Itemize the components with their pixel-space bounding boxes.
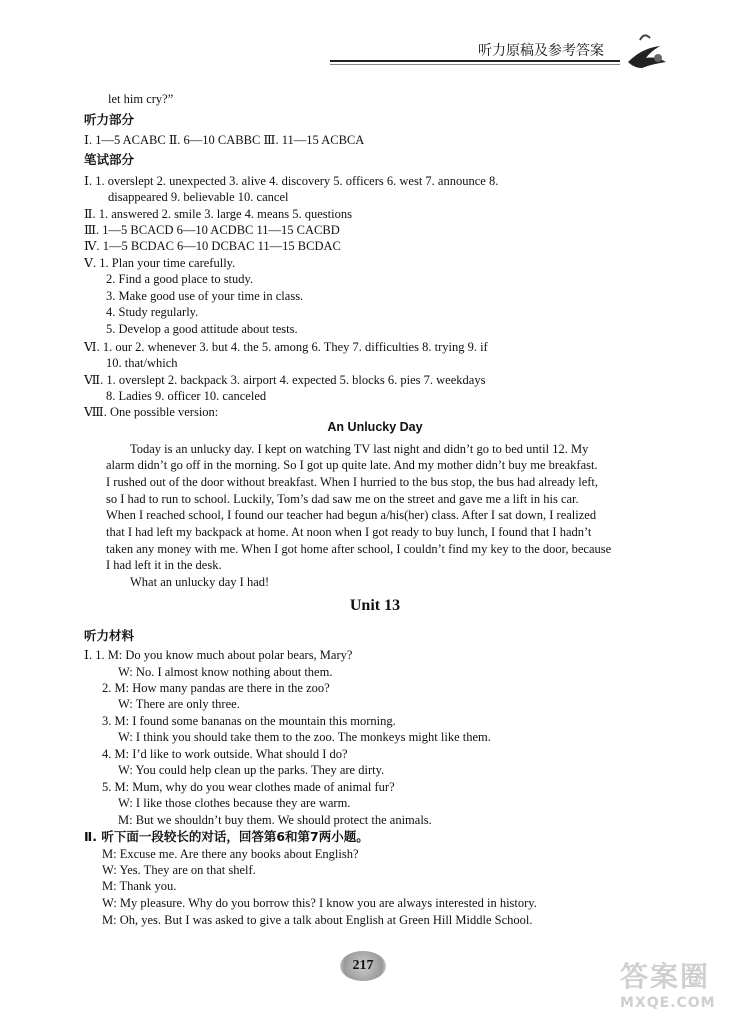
text-line: 4. M: I’d like to work outside. What should I do? — [102, 747, 348, 761]
text-line: that I had left my backpack at home. At noon when I got ready to buy lunch, I found that I hadn’t — [106, 525, 592, 539]
text-line: I rushed out of the door without breakfast. When I hurried to the bus stop, the bus had already left, — [106, 475, 599, 489]
text-line: W: There are only three. — [118, 697, 240, 711]
text-line: 笔试部分 — [84, 152, 135, 167]
text-line: Ⅱ. 1. answered 2. smile 3. large 4. means 5. questions — [84, 207, 352, 221]
text-line: disappeared 9. believable 10. cancel — [108, 190, 289, 204]
text-line: 听力部分 — [84, 112, 135, 127]
text-line: Ⅱ. 听下面一段较长的对话，回答第6和第7两小题。 — [84, 829, 369, 844]
text-line: Ⅴ. 1. Plan your time carefully. — [84, 256, 236, 270]
text-line: taken any money with me. When I got home after school, I couldn’t find my key to the door, because — [106, 542, 612, 556]
text-line: 10. that/which — [106, 356, 178, 370]
page-header-title: 听力原稿及参考答案 — [478, 43, 604, 59]
text-line: M: Excuse me. Are there any books about English? — [102, 847, 359, 861]
text-line: W: You could help clean up the parks. They are dirty. — [118, 763, 385, 777]
header-rule-thin — [330, 64, 620, 65]
unit-title: Unit 13 — [349, 597, 401, 614]
text-line: M: Thank you. — [102, 879, 177, 893]
page-number: 217 — [340, 951, 386, 981]
text-line: M: But we shouldn’t buy them. We should protect the animals. — [118, 813, 432, 827]
text-line: so I had to run to school. Luckily, Tom’s dad saw me on the street and gave me a lift in his car. — [106, 492, 579, 506]
text-line: W: I think you should take them to the zoo. The monkeys might like them. — [118, 730, 491, 744]
text-line: 5. Develop a good attitude about tests. — [106, 322, 298, 336]
text-line: Ⅲ. 1—5 BCACD 6—10 ACDBC 11—15 CACBD — [84, 223, 340, 237]
text-line: 2. Find a good place to study. — [106, 272, 254, 286]
text-line: W: I like those clothes because they are warm. — [118, 796, 351, 810]
essay-title: An Unlucky Day — [327, 420, 423, 434]
text-line: Ⅰ. 1. overslept 2. unexpected 3. alive 4. discovery 5. officers 6. west 7. announce 8. — [84, 174, 499, 188]
text-line: 3. Make good use of your time in class. — [106, 289, 304, 303]
text-line: 2. M: How many pandas are there in the zoo? — [102, 681, 330, 695]
text-line: When I reached school, I found our teacher had begun a/his(her) class. After I sat down, I realized — [106, 508, 597, 522]
text-line: 3. M: I found some bananas on the mountain this morning. — [102, 714, 396, 728]
text-line: alarm didn’t go off in the morning. So I got up quite late. And my mother didn’t buy me breakfast. — [106, 458, 598, 472]
text-line: 5. M: Mum, why do you wear clothes made of animal fur? — [102, 780, 395, 794]
text-line: 4. Study regularly. — [106, 305, 199, 319]
text-line: Ⅷ. One possible version: — [84, 405, 219, 419]
text-line: W: Yes. They are on that shelf. — [102, 863, 256, 877]
text-line: W: No. I almost know nothing about them. — [118, 665, 333, 679]
text-line: Ⅵ. 1. our 2. whenever 3. but 4. the 5. among 6. They 7. difficulties 8. trying 9. if — [84, 340, 488, 354]
text-line: I had left it in the desk. — [106, 558, 222, 572]
swallow-logo-icon — [620, 28, 670, 78]
watermark-logo: 答案圈 MXQE.COM — [620, 960, 716, 1011]
text-line: 听力材料 — [84, 628, 135, 643]
text-line: W: My pleasure. Why do you borrow this? I know you are always interested in history. — [102, 896, 537, 910]
text-line: Ⅳ. 1—5 BCDAC 6—10 DCBAC 11—15 BCDAC — [84, 239, 341, 253]
text-line: let him cry?” — [108, 92, 174, 106]
text-line: 8. Ladies 9. officer 10. canceled — [106, 389, 267, 403]
text-line: Ⅶ. 1. overslept 2. backpack 3. airport 4. expected 5. blocks 6. pies 7. weekdays — [84, 373, 486, 387]
text-line: What an unlucky day I had! — [130, 575, 270, 589]
text-line: Ⅰ. 1. M: Do you know much about polar bears, Mary? — [84, 648, 353, 662]
header-rule — [330, 60, 620, 62]
text-line: M: Oh, yes. But I was asked to give a talk about English at Green Hill Middle School. — [102, 913, 533, 927]
text-line: Ⅰ. 1—5 ACABC Ⅱ. 6—10 CABBC Ⅲ. 11—15 ACBCA — [84, 133, 365, 147]
text-line: Today is an unlucky day. I kept on watching TV last night and didn’t go to bed until 12. My — [130, 442, 589, 456]
